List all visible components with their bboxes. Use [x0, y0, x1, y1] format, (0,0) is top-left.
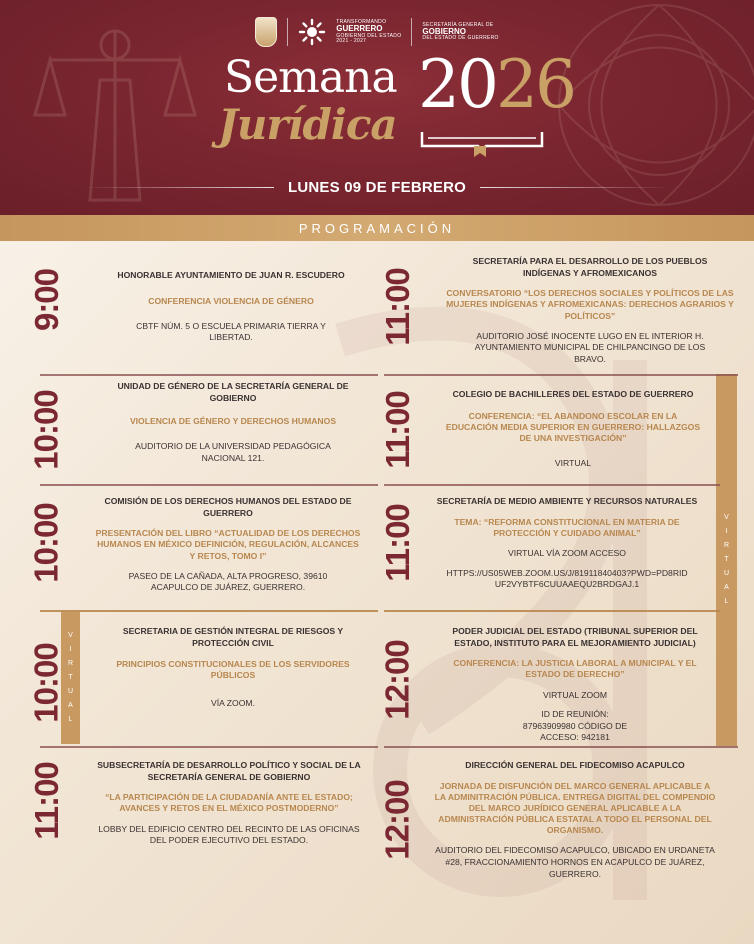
secretaria-gobierno-logo: [422, 23, 498, 42]
virtual-letter: U: [723, 570, 730, 577]
row-divider: [384, 484, 720, 486]
event-access-code: ID DE REUNIÓN: 87963909980 CÓDIGO DE ACCESO: 942181: [522, 709, 628, 743]
event-card: [94, 496, 362, 594]
event-organizer: UNIDAD DE GÉNERO DE LA SECRETARÍA GENERAL DE GOBIERNO: [117, 381, 349, 403]
event-organizer: HONORABLE AYUNTAMIENTO DE JUAN R. ESCUDERO: [117, 270, 345, 280]
event-time-label: 10:00: [28, 390, 65, 470]
logo-text-del-estado: DEL ESTADO DE GUERRERO: [422, 35, 499, 42]
event-time-label: 10:00: [28, 503, 65, 583]
event-time: [22, 375, 72, 485]
event-date: LUNES 09 DE FEBRERO: [288, 178, 466, 196]
event-time: [22, 245, 72, 355]
event-time-label: 11:00: [379, 268, 416, 346]
event-card: [436, 626, 714, 744]
event-organizer: SECRETARIA DE GESTIÓN INTEGRAL DE RIESGOS Y PROTECCIÓN CIVIL: [122, 626, 344, 648]
date-rule-right: [480, 187, 670, 188]
event-card: [424, 496, 710, 591]
virtual-letter: V: [724, 514, 729, 521]
event-activity: “LA PARTICIPACIÓN DE LA CIUDADANÍA ANTE EL ESTADO; AVANCES Y RETOS EN EL MÉXICO POSTMODERNO”: [105, 792, 353, 814]
program-band: [0, 215, 754, 241]
virtual-letter: T: [68, 674, 73, 681]
event-time: [22, 628, 72, 738]
event-time-label: 12:00: [379, 780, 416, 860]
event-card: [96, 626, 370, 709]
event-time: [22, 488, 72, 598]
event-activity: JORNADA DE DISFUNCIÓN DEL MARCO GENERAL APLICABLE A LA ADMINITRACIÓN PÚBLICA. ENTREGA DIGITAL DEL COMPENDIO DEL MARCO JURÍDICO GENERAL APLICABLE A LA ADMINISTRACIÓN PÚBLICA ESTATAL A TODO EL PERSONAL DEL ORGANISMO.: [434, 780, 716, 836]
title-juridica: Jurídica: [218, 100, 397, 149]
event-time-label: 12:00: [379, 640, 416, 720]
virtual-letter: I: [69, 646, 72, 653]
virtual-letter: L: [724, 598, 729, 605]
event-time-label: 11:00: [379, 391, 416, 469]
logo-text-guerrero: GUERRERO: [336, 24, 383, 34]
event-activity: TEMA: “REFORMA CONSTITUCIONAL EN MATERIA DE PROTECCIÓN Y CUIDADO ANIMAL”: [454, 516, 680, 538]
open-book-icon: [420, 128, 544, 158]
virtual-letter: A: [724, 584, 729, 591]
logo-separator: [411, 18, 412, 46]
event-date-line: [0, 175, 754, 199]
event-organizer: SECRETARÍA DE MEDIO AMBIENTE Y RECURSOS NATURALES: [436, 496, 698, 506]
event-place: VIRTUAL ZOOM: [543, 689, 607, 700]
row-divider: [384, 746, 738, 748]
event-card: [444, 389, 702, 470]
sun-emblem-icon: [298, 18, 326, 46]
event-card: [92, 270, 370, 344]
event-activity: CONVERSATORIO “LOS DERECHOS SOCIALES Y POLÍTICOS DE LAS MUJERES INDÍGENAS Y AFROMEXICANAS: DERECHOS AGRARIOS Y POLÍTICOS”: [446, 288, 734, 321]
year-white-digits: 20: [418, 46, 496, 123]
virtual-letter: A: [68, 702, 73, 709]
event-place: VIRTUAL VÍA ZOOM ACCESO: [508, 547, 626, 558]
virtual-letter: U: [67, 688, 74, 695]
event-time: [373, 252, 423, 362]
event-organizer: SUBSECRETARÍA DE DESARROLLO POLÍTICO Y SOCIAL DE LA SECRETARÍA GENERAL DE GOBIERNO: [97, 760, 361, 782]
logo-text-gobierno-estado: GOBIERNO DEL ESTADO: [336, 32, 402, 39]
row-divider: [40, 374, 378, 376]
event-place: AUDITORIO DEL FIDECOMISO ACAPULCO, UBICADO EN URDANETA #28, FRACCIONAMIENTO HORNOS EN ACAPULCO DE JUÁREZ, GUERRERO.: [435, 845, 715, 879]
header-banner: [0, 0, 754, 215]
event-activity: PRINCIPIOS CONSTITUCIONALES DE LOS SERVIDORES PÚBLICOS: [116, 659, 350, 681]
event-organizer: PODER JUDICIAL DEL ESTADO (TRIBUNAL SUPERIOR DEL ESTADO, INSTITUTO PARA EL MEJORAMIENTO JUDICIAL): [452, 626, 698, 648]
event-card: [94, 381, 372, 465]
virtual-letter: L: [68, 716, 73, 723]
event-organizer: COLEGIO DE BACHILLERES DEL ESTADO DE GUERRERO: [452, 389, 694, 399]
event-place: CBTF NÚM. 5 O ESCUELA PRIMARIA TIERRA Y LIBERTAD.: [136, 320, 326, 343]
logo-text-transformando: TRANSFORMANDO: [336, 18, 387, 25]
event-card: [446, 256, 734, 365]
row-divider: [384, 374, 738, 376]
event-organizer: DIRECCIÓN GENERAL DEL FIDECOMISO ACAPULCO: [465, 760, 685, 770]
event-activity: PRESENTACIÓN DEL LIBRO “ACTUALIDAD DE LOS DERECHOS HUMANOS EN MÉXICO DEFINICIÓN, REGULACIÓN, ALCANCES Y RETOS, TOMO I”: [95, 528, 361, 561]
event-time-label: 9:00: [28, 268, 65, 332]
event-time: [373, 488, 423, 598]
state-shield-icon: [255, 17, 277, 47]
event-card: [434, 760, 716, 880]
event-time: [373, 625, 423, 735]
virtual-letter: V: [68, 632, 73, 639]
event-place: AUDITORIO DE LA UNIVERSIDAD PEDAGÓGICA NACIONAL 121.: [135, 441, 331, 463]
virtual-letter: R: [67, 660, 74, 667]
event-time-label: 11:00: [379, 504, 416, 582]
row-divider: [40, 610, 378, 612]
event-activity: VIOLENCIA DE GÉNERO Y DERECHOS HUMANOS: [129, 416, 337, 427]
title-semana: Semana: [224, 52, 397, 103]
row-divider: [384, 610, 720, 612]
program-band-label: PROGRAMACIÓN: [298, 220, 456, 236]
event-place: VIRTUAL: [554, 458, 592, 469]
event-place: LOBBY DEL EDIFICIO CENTRO DEL RECINTO DE LAS OFICINAS DEL PODER EJECUTIVO DEL ESTADO.: [98, 823, 360, 846]
event-place: PASEO DE LA CAÑADA, ALTA PROGRESO, 39610 ACAPULCO DE JUÁREZ, GUERRERO.: [128, 570, 328, 593]
row-divider: [40, 746, 378, 748]
event-card: [90, 760, 368, 847]
logo-separator: [287, 18, 288, 46]
event-activity: CONFERENCIA VIOLENCIA DE GÉNERO: [148, 295, 314, 306]
event-activity: CONFERENCIA: “EL ABANDONO ESCOLAR EN LA EDUCACIÓN MEDIA SUPERIOR EN GUERRERO: HALLAZGOS DE UNA INVESTIGACIÓN”: [445, 410, 701, 443]
event-zoom-link[interactable]: HTTPS://US05WEB.ZOOM.US/J/81911840403?PWD=PD8RIDUF2VYBTF6CUUAAEQU2BRDGAJ.1: [446, 567, 688, 590]
institution-logos: [0, 12, 754, 52]
logo-text-gobierno: GOBIERNO: [422, 26, 466, 36]
event-time: [22, 746, 72, 856]
virtual-letter: I: [725, 528, 728, 535]
virtual-side-band-right: [716, 374, 737, 746]
event-place: AUDITORIO JOSÉ INOCENTE LUGO EN EL INTERIOR H. AYUNTAMIENTO MUNICIPAL DE CHILPANCINGO DE LOS BRAVO.: [474, 330, 706, 364]
virtual-letter: R: [723, 542, 730, 549]
transformando-guerrero-logo: [336, 20, 401, 44]
event-organizer: SECRETARÍA PARA EL DESARROLLO DE LOS PUEBLOS INDÍGENAS Y AFROMEXICANOS: [472, 256, 708, 278]
event-time: [373, 375, 423, 485]
event-time-label: 10:00: [28, 643, 65, 723]
logo-text-years: 2021 - 2027: [336, 37, 367, 44]
event-organizer: COMISIÓN DE LOS DERECHOS HUMANOS DEL ESTADO DE GUERRERO: [104, 496, 352, 518]
date-rule-left: [84, 187, 274, 188]
event-time: [373, 765, 423, 875]
title-year: [418, 46, 574, 123]
virtual-letter: T: [724, 556, 729, 563]
row-divider: [40, 484, 378, 486]
event-activity: CONFERENCIA: LA JUSTICIA LABORAL A MUNICIPAL Y EL ESTADO DE DERECHO”: [453, 658, 697, 680]
event-time-label: 11:00: [28, 762, 65, 840]
logo-text-secretaria: SECRETARÍA GENERAL DE: [422, 21, 494, 28]
event-place: VÍA ZOOM.: [211, 697, 255, 708]
year-gold-digits: 26: [495, 46, 574, 123]
